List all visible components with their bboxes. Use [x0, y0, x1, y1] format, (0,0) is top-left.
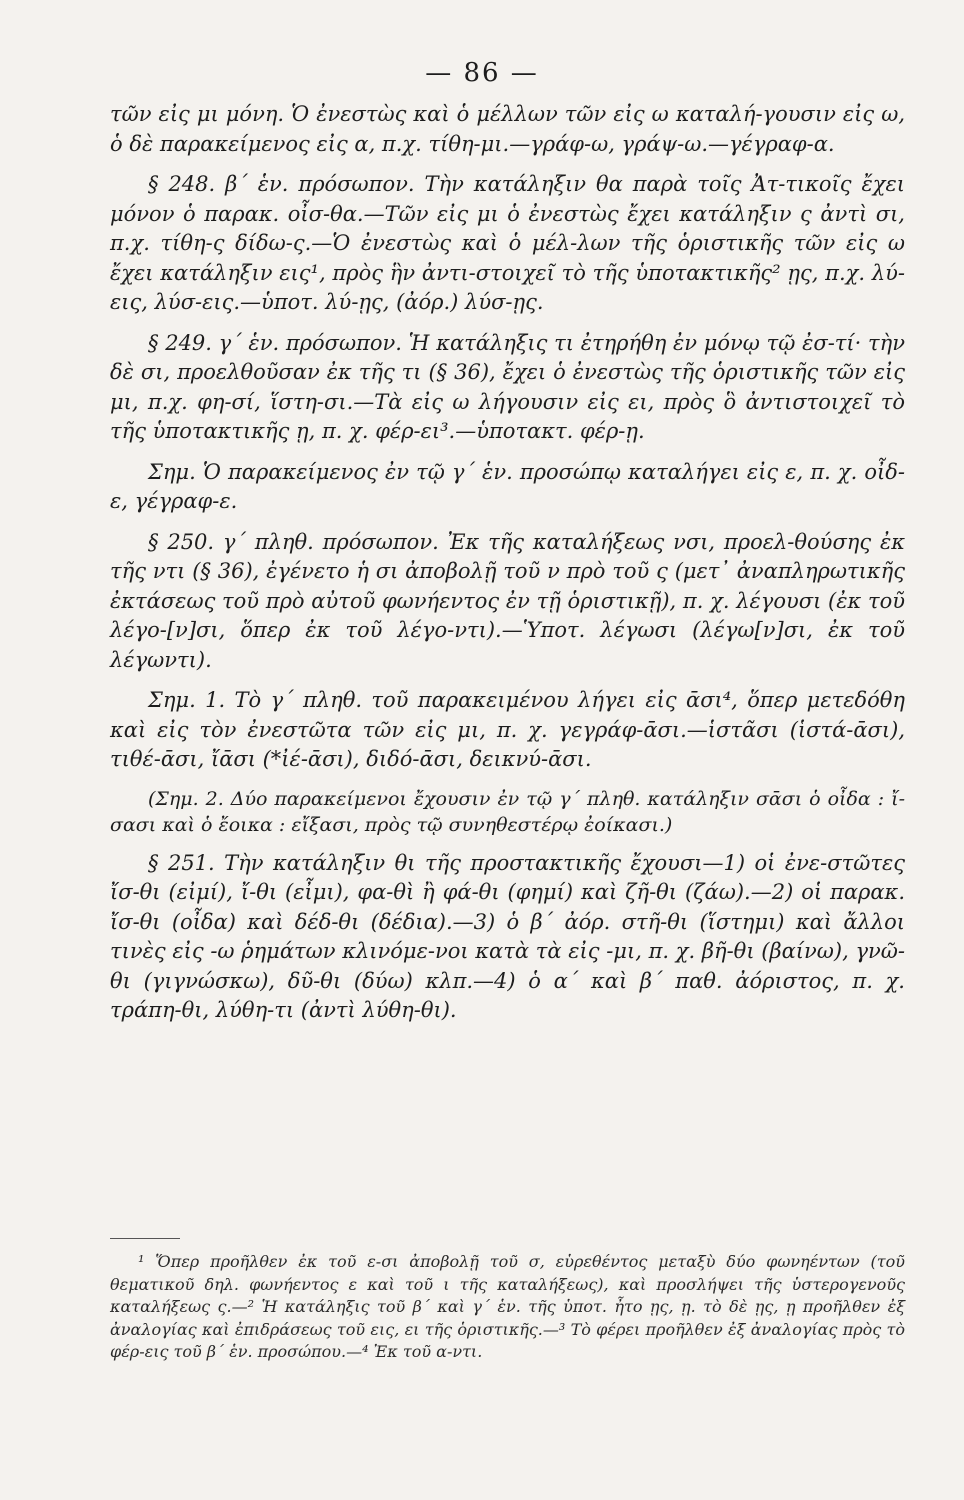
section-250-note-1: Σημ. 1. Τὸ γ΄ πληθ. τοῦ παρακειμένου λήγει εἰς ᾱσι⁴, ὅπερ μετεδόθη καὶ εἰς τὸν ἐνεστῶτα τῶν εἰς μι, π. χ. γεγράφ-ᾱσι.—ἱστᾶσι (ἱστά-ᾱσι), τιθέ-ᾱσι, ἴᾱσι (*ἰέ-ᾱσι), διδό-ᾱσι, δεικνύ-ᾱσι.: [110, 688, 905, 771]
footnotes: [110, 1238, 905, 1364]
main-text: [110, 100, 905, 1037]
section-250-note-2: (Σημ. 2. Δύο παρακείμενοι ἔχουσιν ἐν τῷ γ΄ πληθ. κατάληξιν σᾱσι ὁ οἶδα : ἴ-σασι καὶ ὁ ἔοικα : εἴξασι, πρὸς τῷ συνηθεστέρῳ ἐοίκασι.): [110, 787, 905, 836]
page-number: — 86 —: [425, 58, 539, 88]
paragraph-continuation: τῶν εἰς μι μόνη. Ὁ ἐνεστὼς καὶ ὁ μέλλων τῶν εἰς ω καταλή-γουσιν εἰς ω, ὁ δὲ παρακείμενος εἰς α, π.χ. τίθη-μι.—γράφ-ω, γράψ-ω.—γέγραφ-α.: [110, 102, 905, 156]
footnote-divider: [110, 1238, 180, 1239]
section-249: § 249. γ΄ ἑν. πρόσωπον. Ἡ κατάληξις τι ἐτηρήθη ἐν μόνῳ τῷ ἐσ-τί· τὴν δὲ σι, προελθοῦσαν ἐκ τῆς τι (§ 36), ἔχει ὁ ἐνεστὼς τῆς ὁριστικῆς τῶν εἰς μι, π.χ. φη-σί, ἵστη-σι.—Τὰ εἰς ω λήγουσιν εἰς ει, πρὸς ὃ ἀντιστοιχεῖ τὸ τῆς ὑποτακτικῆς ῃ, π. χ. φέρ-ει³.—ὑποτακτ. φέρ-ῃ.: [110, 330, 905, 443]
section-251: § 251. Τὴν κατάληξιν θι τῆς προστακτικῆς ἔχουσι—1) οἱ ἐνε-στῶτες ἴσ-θι (εἰμί), ἴ-θι (εἶμι), φα-θὶ ἢ φά-θι (φημί) καὶ ζῆ-θι (ζάω).—2) οἱ παρακ. ἴσ-θι (οἶδα) καὶ δέδ-θι (δέδια).—3) ὁ β΄ ἀόρ. στῆ-θι (ἵστημι) καὶ ἄλλοι τινὲς εἰς -ω ῥημάτων κλινόμε-νοι κατὰ τὰ εἰς -μι, π. χ. βῆ-θι (βαίνω), γνῶ-θι (γιγνώσκω), δῦ-θι (δύω) κλπ.—4) ὁ α΄ καὶ β΄ παθ. ἀόριστος, π. χ. τράπη-θι, λύθη-τι (ἀντὶ λύθη-θι).: [110, 850, 905, 1022]
section-249-note: Σημ. Ὁ παρακείμενος ἐν τῷ γ΄ ἑν. προσώπῳ καταλήγει εἰς ε, π. χ. οἶδ-ε, γέγραφ-ε.: [110, 459, 905, 513]
footnote-text: ¹ Ὅπερ προῆλθεν ἐκ τοῦ ε-σι ἀποβολῇ τοῦ σ, εὑρεθέντος μεταξὺ δύο φωνηέντων (τοῦ θεματικοῦ δηλ. φωνήεντος ε καὶ τοῦ ι τῆς καταλήξεως), καὶ προσλήψει τῆς ὑστερογενοῦς καταλήξεως ς.—² Ἡ κατάληξις τοῦ β΄ καὶ γ΄ ἑν. τῆς ὑποτ. ἦτο ῃς, ῃ. τὸ δὲ ῃς, ῃ προῆλθεν ἐξ ἀναλογίας καὶ ἐπιδράσεως τοῦ εις, ει τῆς ὁριστικῆς.—³ Τὸ φέρει προῆλθεν ἐξ ἀναλογίας πρὸς τὸ φέρ-εις τοῦ β΄ ἑν. προσώπου.—⁴ Ἐκ τοῦ α-ντι.: [110, 1252, 905, 1361]
section-250: § 250. γ΄ πληθ. πρόσωπον. Ἐκ τῆς καταλήξεως νσι, προελ-θούσης ἐκ τῆς ντι (§ 36), ἐγένετο ἡ σι ἀποβολῇ τοῦ ν πρὸ τοῦ ς (μετ᾽ ἀναπληρωτικῆς ἐκτάσεως τοῦ πρὸ αὐτοῦ φωνήεντος ἐν τῇ ὁριστικῇ), π. χ. λέγουσι (ἐκ τοῦ λέγο-[ν]σι, ὅπερ ἐκ τοῦ λέγο-ντι).—Ὑποτ. λέγωσι (λέγω[ν]σι, ἐκ τοῦ λέγωντι).: [110, 529, 905, 672]
section-248: § 248. β΄ ἑν. πρόσωπον. Τὴν κατάληξιν θα παρὰ τοῖς Ἀτ-τικοῖς ἔχει μόνον ὁ παρακ. οἶσ-θα.—Τῶν εἰς μι ὁ ἐνεστὼς ἔχει κατάληξιν ς ἀντὶ σι, π.χ. τίθη-ς δίδω-ς.—Ὁ ἐνεστὼς καὶ ὁ μέλ-λων τῆς ὁριστικῆς τῶν εἰς ω ἔχει κατάληξιν εις¹, πρὸς ἣν ἀντι-στοιχεῖ τὸ τῆς ὑποτακτικῆς² ῃς, π.χ. λύ-εις, λύσ-εις.—ὑποτ. λύ-ῃς, (ἀόρ.) λύσ-ῃς.: [110, 172, 905, 314]
